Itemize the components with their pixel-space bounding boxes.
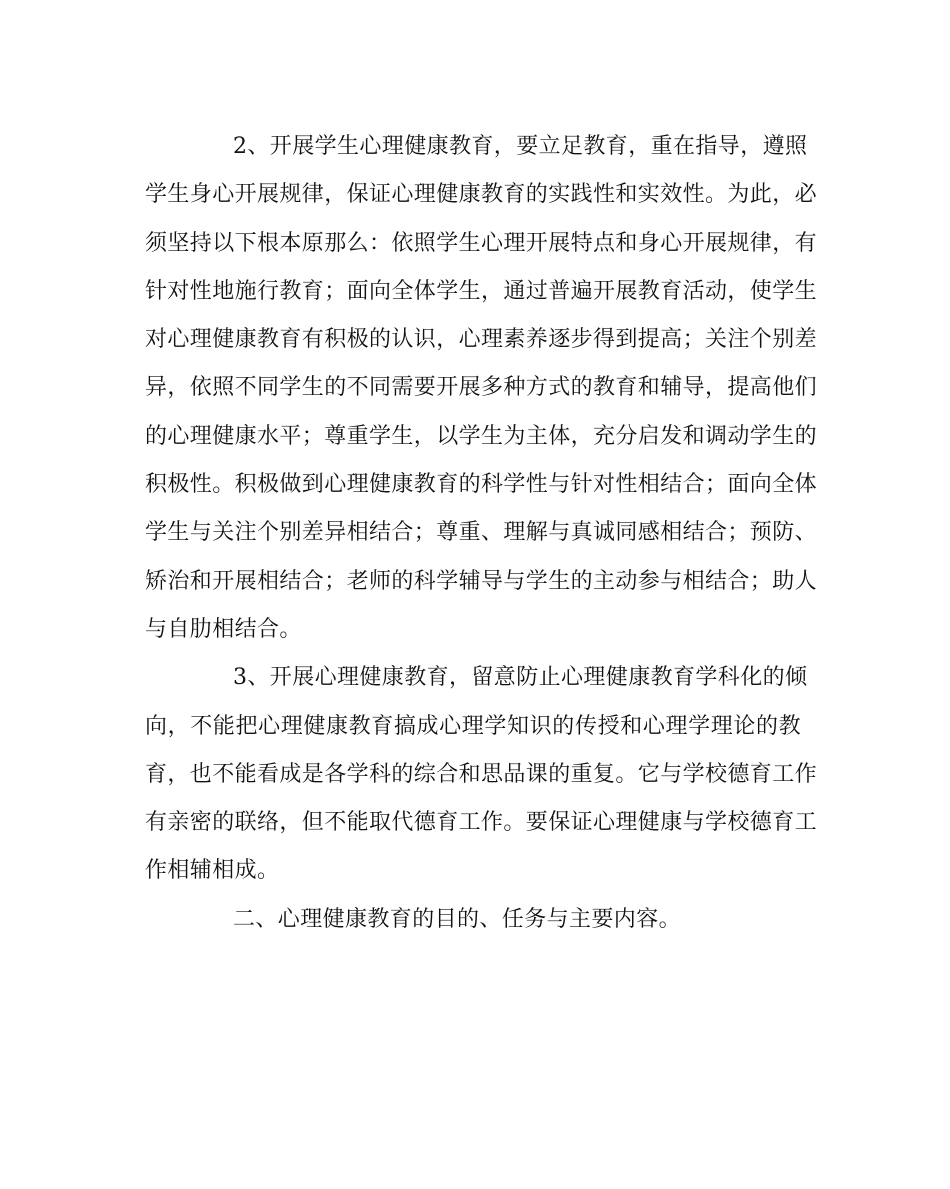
- document-page: [145, 123, 818, 944]
- text-line: 作相辅相成。: [145, 858, 280, 884]
- text-line: 积极性。积极做到心理健康教育的科学性与针对性相结合；面向全体: [145, 472, 818, 498]
- text-line: 育，也不能看成是各学科的综合和思品课的重复。它与学校德育工作: [145, 761, 818, 787]
- paragraph-3: [145, 654, 818, 895]
- text-line: 2、开展学生心理健康教育，要立足教育，重在指导，遵照: [233, 134, 808, 159]
- text-line: 有亲密的联络，但不能取代德育工作。要保证心理健康与学校德育工: [145, 810, 818, 836]
- text-line: 矫治和开展相结合；老师的科学辅导与学生的主动参与相结合；助人: [145, 568, 818, 594]
- text-line: 针对性地施行教育；面向全体学生，通过普遍开展教育活动，使学生: [145, 278, 818, 304]
- text-line: 向，不能把心理健康教育搞成心理学知识的传授和心理学理论的教: [145, 713, 801, 739]
- paragraph-2: [145, 123, 818, 654]
- text-line: 3、开展心理健康教育，留意防止心理健康教育学科化的倾: [233, 665, 808, 691]
- text-line: 学生身心开展规律，保证心理健康教育的实践性和实效性。为此，必: [145, 182, 818, 208]
- text-line: 对心理健康教育有积极的认识，心理素养逐步得到提高；关注个别差: [145, 327, 818, 353]
- text-line: 与自肋相结合。: [145, 616, 302, 642]
- text-line: 的心理健康水平；尊重学生，以学生为主体，充分启发和调动学生的: [145, 423, 818, 449]
- heading-text: 二、心理健康教育的目的、任务与主要内容。: [233, 906, 682, 932]
- text-line: 异，依照不同学生的不同需要开展多种方式的教育和辅导，提高他们: [145, 375, 818, 401]
- section-heading: [145, 896, 801, 944]
- text-line: 须坚持以下根本原那么：依照学生心理开展特点和身心开展规律，有: [145, 230, 818, 256]
- text-line: 学生与关注个别差异相结合；尊重、理解与真诚同感相结合；预防、: [145, 520, 818, 546]
